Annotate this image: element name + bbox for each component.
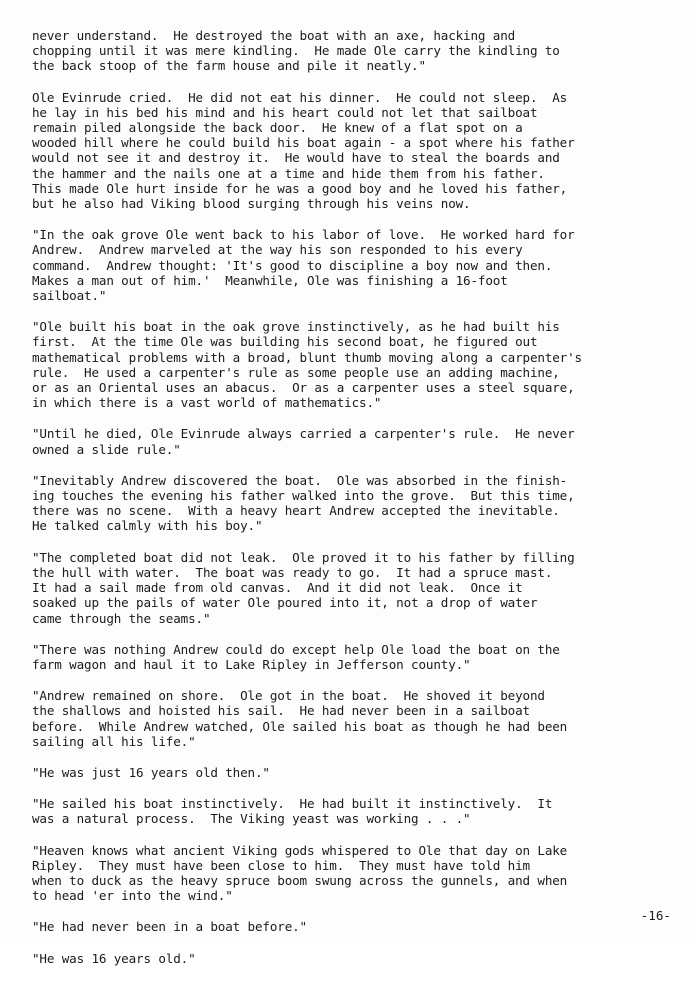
paragraph-4: "Ole built his boat in the oak grove instinctively, as he had built his first. At the time Ole was building his second boat, he figured out mathematical problems with a broad, blunt thumb moving along a carpenter's rule. He used a carpenter's rule as some people use an adding machine, or as an Oriental uses an abacus. Or as a carpenter uses a steel square, in which there is a vast world of mathematics." xyxy=(32,319,582,411)
paragraph-10: "He was just 16 years old then." xyxy=(32,764,270,780)
paragraph-13: "He had never been in a boat before." xyxy=(32,919,307,935)
paragraph-1: never understand. He destroyed the boat with an axe, hacking and chopping until it was mere kindling. He made Ole carry the kindling to the back stoop of the farm house and pile it neatly." xyxy=(32,28,560,74)
paragraph-11: "He sailed his boat instinctively. He had built it instinctively. It was a natural process. The Viking yeast was working . . ." xyxy=(32,796,553,827)
paragraph-6: "Inevitably Andrew discovered the boat. Ole was absorbed in the finish- ing touches the evening his father walked into the grove. But this time, there was no scene. With a heavy heart Andrew accepted the inevitable. He talked calmly with his boy." xyxy=(32,472,575,534)
paragraph-14: "He was 16 years old." xyxy=(32,950,196,966)
page-number: -16- xyxy=(640,908,671,923)
paragraph-9: "Andrew remained on shore. Ole got in the boat. He shoved it beyond the shallows and hoisted his sail. He had never been in a sailboat before. While Andrew watched, Ole sailed his boat as though he had been sailing all his life." xyxy=(32,688,568,749)
paragraph-8: "There was nothing Andrew could do except help Ole load the boat on the farm wagon and haul it to Lake Ripley in Jefferson county." xyxy=(32,641,560,672)
paragraph-7: "The completed boat did not leak. Ole proved it to his father by filling the hull with water. The boat was ready to go. It had a spruce mast. It had a sail made from old canvas. And it did not leak. Once it soaked up the pails of water Ole poured into it, not a drop of water came through the seams." xyxy=(32,549,575,626)
paragraph-2: Ole Evinrude cried. He did not eat his dinner. He could not sleep. As he lay in his bed his mind and his heart could not let that sailboat remain piled alongside the back door. He knew of a flat spot on a wooded hill where he could build his boat again - a spot where his father would not see it and destroy it. He would have to steal the boards and the hammer and the nails one at a time and hide them from his father. This made Ole hurt inside for he was a good boy and he loved his father, but he also had Viking blood surging through his veins now. xyxy=(32,89,575,212)
paragraph-5: "Until he died, Ole Evinrude always carried a carpenter's rule. He never owned a slide rule." xyxy=(32,426,575,457)
paragraph-12: "Heaven knows what ancient Viking gods whispered to Ole that day on Lake Ripley. They must have been close to him. They must have told him when to duck as the heavy spruce boom swung across the gunnels, and when to head 'er into the wind." xyxy=(32,842,568,904)
paragraph-3: "In the oak grove Ole went back to his labor of love. He worked hard for Andrew. Andrew marveled at the way his son responded to his every command. Andrew thought: 'It's good to discipline a boy now and then. Makes a man out of him.' Meanwhile, Ole was finishing a 16-foot sailboat." xyxy=(32,227,575,304)
body-text xyxy=(32,28,672,982)
